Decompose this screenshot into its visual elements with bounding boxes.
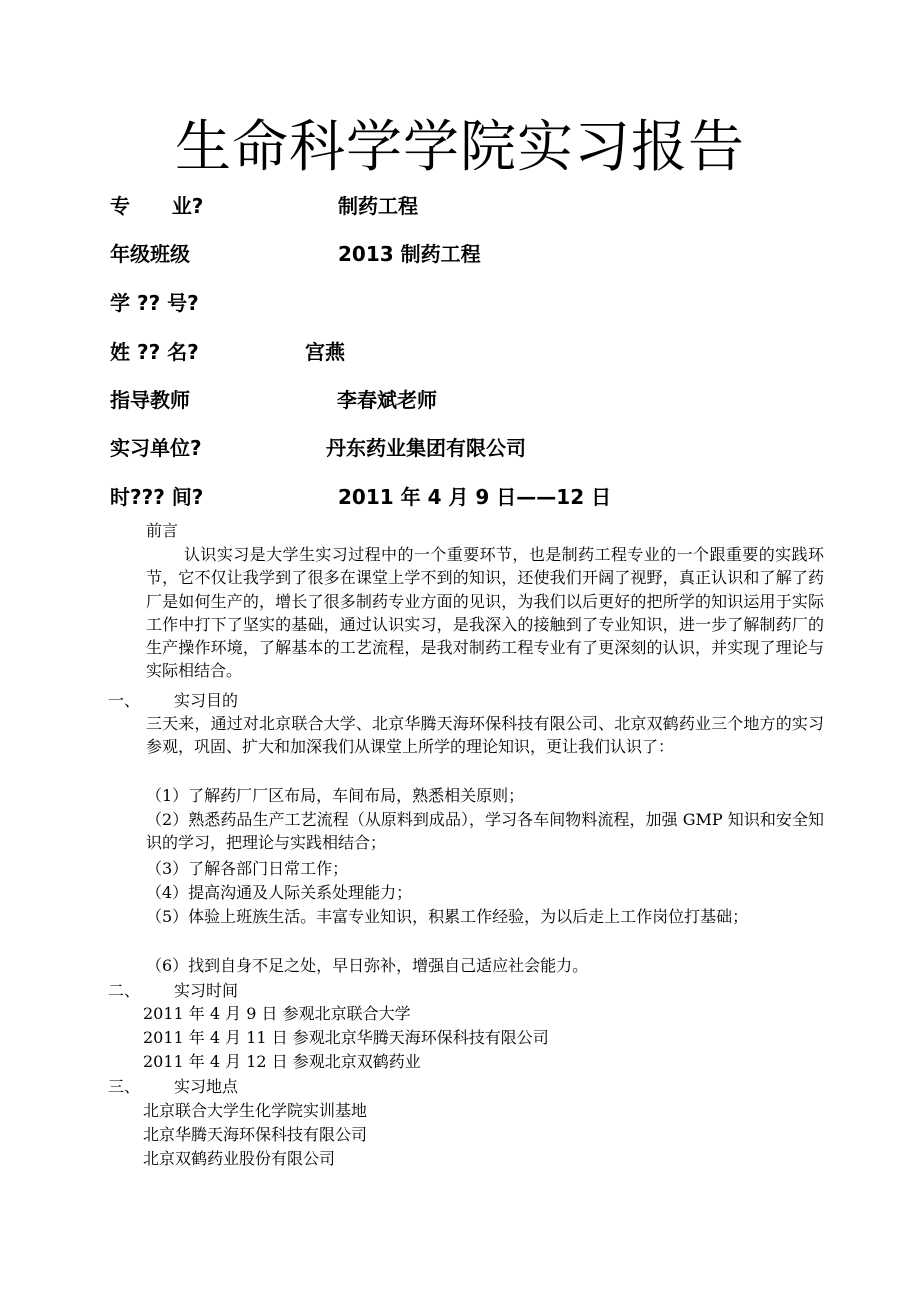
section-number: 二、 <box>108 981 141 1000</box>
field-label: 专 业? <box>110 194 204 218</box>
section-title: 实习时间 <box>174 981 239 1000</box>
field-label: 指导教师 <box>110 388 190 412</box>
preface-paragraph: 认识实习是大学生实习过程中的一个重要环节，也是制药工程专业的一个跟重要的实践环节，它不仅让我学到了很多在课堂上学不到的知识，还使我们开阔了视野，真正认识和了解了药厂是如何生产的，增长了很多制药专业方面的见识，为我们以后更好的把所学的知识运用于实际工作中打下了坚实的基础，通过认识实习，是我深入的接触到了专业知识，进一步了解制药厂的生产操作环境，了解基本的工艺流程，是我对制药工程专业有了更深刻的认识，并实现了理论与实际相结合。 <box>146 545 824 681</box>
section-number: 一、 <box>108 691 141 710</box>
field-label: 实习单位? <box>110 436 202 460</box>
goal-item: （5）体验上班族生活。丰富专业知识，积累工作经验，为以后走上工作岗位打基础； <box>146 907 749 926</box>
goal-item: （6）找到自身不足之处，早日弥补，增强自己适应社会能力。 <box>146 956 589 975</box>
section-number: 三、 <box>108 1077 141 1096</box>
field-major <box>110 189 830 223</box>
section-intro: 三天来，通过对北京联合大学、北京华腾天海环保科技有限公司、北京双鹤药业三个地方的实习参观，巩固、扩大和加深我们从课堂上所学的理论知识，更让我们认识了： <box>146 714 824 757</box>
section-title: 实习目的 <box>174 691 239 710</box>
section-title: 实习地点 <box>174 1077 239 1096</box>
goal-item: （2）熟悉药品生产工艺流程（从原料到成品），学习各车间物料流程，加强 GMP 知识和安全知识的学习，把理论与实践相结合； <box>146 810 824 853</box>
report-title: 生命科学学院实习报告 <box>175 115 745 180</box>
field-value: 宫燕 <box>305 340 345 364</box>
field-value: 制药工程 <box>338 194 418 218</box>
preface-heading: 前言 <box>146 521 179 540</box>
schedule-line: 2011 年 4 月 11 日 参观北京华腾天海环保科技有限公司 <box>143 1028 549 1047</box>
location-line: 北京联合大学生化学院实训基地 <box>143 1101 368 1120</box>
goal-item: （1）了解药厂厂区布局，车间布局，熟悉相关原则； <box>146 786 525 805</box>
field-label: 时??? 间? <box>110 485 204 509</box>
field-class <box>110 237 830 271</box>
field-time <box>110 480 830 514</box>
field-value: 2013 制药工程 <box>338 242 481 266</box>
field-value: 2011 年 4 月 9 日——12 日 <box>338 485 612 509</box>
field-label: 学 ?? 号? <box>110 291 199 315</box>
field-advisor <box>110 383 830 417</box>
field-value: 丹东药业集团有限公司 <box>326 436 526 460</box>
schedule-line: 2011 年 4 月 9 日 参观北京联合大学 <box>143 1004 411 1023</box>
field-name <box>110 335 830 369</box>
field-value: 李春斌老师 <box>337 388 437 412</box>
field-label: 年级班级 <box>110 242 190 266</box>
schedule-line: 2011 年 4 月 12 日 参观北京双鹤药业 <box>143 1052 421 1071</box>
field-unit <box>110 431 830 465</box>
location-line: 北京双鹤药业股份有限公司 <box>143 1149 336 1168</box>
field-label: 姓 ?? 名? <box>110 340 199 364</box>
location-line: 北京华腾天海环保科技有限公司 <box>143 1125 368 1144</box>
goal-item: （4）提高沟通及人际关系处理能力； <box>146 883 413 902</box>
goal-item: （3）了解各部门日常工作； <box>146 859 349 878</box>
field-student-id <box>110 286 830 320</box>
